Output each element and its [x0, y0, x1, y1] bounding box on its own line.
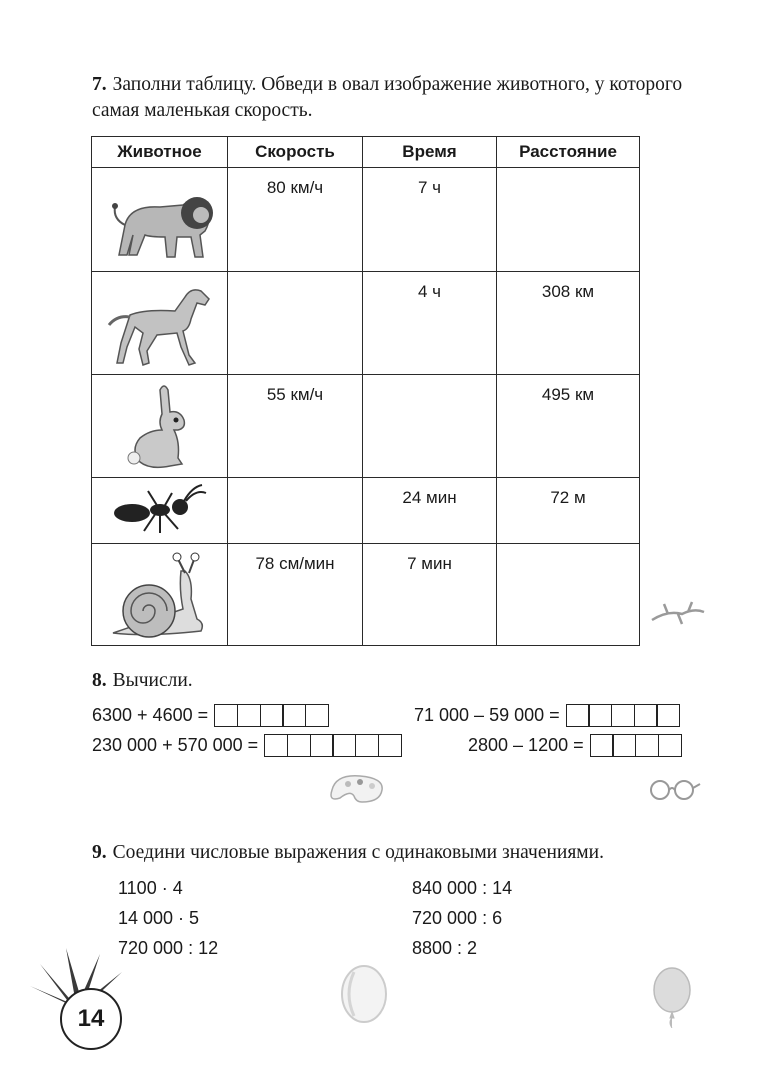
time-cell[interactable] — [363, 375, 497, 478]
task-7-number: 7. — [92, 74, 107, 95]
lizard-icon — [648, 600, 708, 628]
task-8-text: Вычисли. — [112, 670, 193, 691]
answer-boxes[interactable] — [264, 734, 400, 757]
ball-icon — [336, 962, 392, 1026]
header-time: Время — [363, 137, 497, 168]
task-8-number: 8. — [92, 670, 107, 691]
task-9-prompt — [92, 840, 604, 866]
page-number: 14 — [60, 988, 122, 1050]
ant-icon — [108, 483, 212, 539]
time-cell[interactable]: 7 мин — [363, 544, 497, 646]
time-cell[interactable]: 7 ч — [363, 168, 497, 272]
table-row — [92, 478, 640, 544]
calc-expression: 230 000 + 570 000 = — [92, 735, 259, 755]
animal-cell[interactable] — [92, 544, 228, 646]
foal-icon — [105, 277, 215, 369]
right-expression[interactable]: 8800 : 2 — [412, 938, 478, 958]
lion-icon — [105, 175, 215, 265]
calc-line-1 — [92, 704, 328, 727]
left-expression[interactable]: 14 000 · 5 — [118, 908, 200, 928]
speed-cell[interactable] — [228, 478, 363, 544]
animal-cell[interactable] — [92, 272, 228, 375]
animal-cell[interactable] — [92, 168, 228, 272]
left-expression[interactable]: 720 000 : 12 — [118, 938, 219, 958]
table-row — [92, 544, 640, 646]
task-9-number: 9. — [92, 842, 107, 863]
right-expression[interactable]: 840 000 : 14 — [412, 878, 513, 898]
speed-cell[interactable]: 78 см/мин — [228, 544, 363, 646]
task-8-prompt — [92, 668, 193, 694]
distance-cell[interactable]: 308 км — [497, 272, 640, 375]
calc-expression: 2800 – 1200 = — [468, 735, 584, 755]
distance-cell[interactable]: 495 км — [497, 375, 640, 478]
snail-icon — [105, 549, 215, 641]
glasses-icon — [646, 776, 702, 802]
table-row — [92, 168, 640, 272]
header-speed: Скорость — [228, 137, 363, 168]
header-animal: Животное — [92, 137, 228, 168]
time-cell[interactable]: 4 ч — [363, 272, 497, 375]
task-7-prompt — [92, 72, 712, 124]
table-header-row — [92, 137, 640, 168]
balloon-icon — [648, 964, 696, 1028]
answer-boxes[interactable] — [214, 704, 328, 727]
table-row — [92, 272, 640, 375]
task-7-table — [91, 136, 640, 646]
animal-cell[interactable] — [92, 478, 228, 544]
animal-cell[interactable] — [92, 375, 228, 478]
calc-expression: 71 000 – 59 000 = — [414, 705, 560, 725]
speed-cell[interactable] — [228, 272, 363, 375]
distance-cell[interactable] — [497, 544, 640, 646]
speed-cell[interactable]: 55 км/ч — [228, 375, 363, 478]
right-expression[interactable]: 720 000 : 6 — [412, 908, 503, 928]
task-9-text: Соедини числовые выражения с одинаковыми значениями. — [112, 842, 604, 863]
calc-line-2 — [414, 704, 679, 727]
calc-line-3 — [92, 734, 400, 757]
calc-line-4 — [468, 734, 680, 757]
header-distance: Расстояние — [497, 137, 640, 168]
speed-cell[interactable]: 80 км/ч — [228, 168, 363, 272]
left-expression[interactable]: 1100 · 4 — [118, 878, 183, 898]
task-7-text: Заполни таблицу. Обведи в овал изображение животного, у которого самая маленькая скорость. — [92, 74, 683, 121]
time-cell[interactable]: 24 мин — [363, 478, 497, 544]
answer-boxes[interactable] — [566, 704, 680, 727]
hare-icon — [120, 380, 200, 472]
calc-expression: 6300 + 4600 = — [92, 705, 209, 725]
palette-icon — [326, 772, 388, 806]
distance-cell[interactable]: 72 м — [497, 478, 640, 544]
answer-boxes[interactable] — [590, 734, 681, 757]
distance-cell[interactable] — [497, 168, 640, 272]
table-row — [92, 375, 640, 478]
